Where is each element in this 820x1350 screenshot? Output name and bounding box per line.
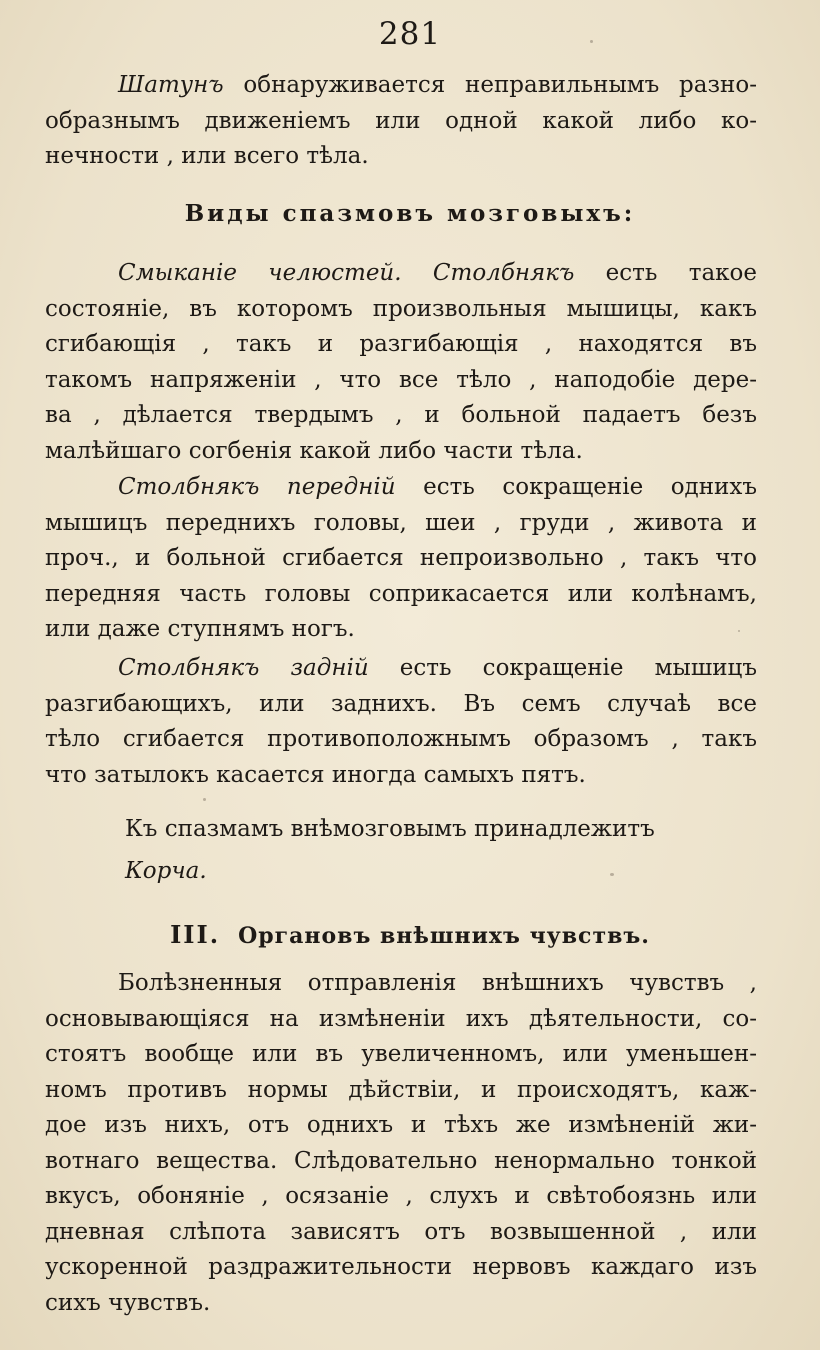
paragraph-stolbnyak-zadniy xyxy=(45,651,757,793)
italic-term: Столбнякъ xyxy=(432,260,575,286)
paragraph-stolbnyak xyxy=(45,256,757,469)
text-line: разгибающихъ, или заднихъ. Въ семъ случаѣ все xyxy=(45,690,757,717)
section-heading: Виды спазмовъ мозговыхъ: xyxy=(184,200,636,227)
text-line: дое изъ нихъ, отъ однихъ и тѣхъ же измѣненій жи- xyxy=(45,1112,757,1138)
text-line: вкусъ, обоняніе , осязаніе , слухъ и свѣтобоязнь или xyxy=(45,1183,757,1209)
text-line: стоятъ вообще или въ увеличенномъ, или уменьшен- xyxy=(45,1041,757,1067)
paragraph-shatun xyxy=(45,68,757,175)
section-title: Органовъ внѣшнихъ чувствъ. xyxy=(238,923,650,949)
paper-speck xyxy=(738,630,740,632)
paper-speck xyxy=(203,798,206,801)
paper-speck xyxy=(610,873,614,876)
text-line: образнымъ движеніемъ или одной какой либо ко- xyxy=(45,107,757,134)
text-line: сихъ чувствъ. xyxy=(45,1289,211,1316)
paragraph-stolbnyak-peredniy xyxy=(45,470,757,648)
text-line: нечности , или всего тѣла. xyxy=(45,143,369,169)
text-line: дневная слѣпота зависятъ отъ возвышенной , или xyxy=(45,1218,757,1245)
text-line: номъ противъ нормы дѣйствіи, и происходятъ, каж- xyxy=(45,1076,757,1103)
text-line: передняя часть головы соприкасается или колѣнамъ, xyxy=(45,580,757,607)
italic-term: Шатунъ xyxy=(118,72,224,98)
italic-term: Столбнякъ передній xyxy=(118,474,396,500)
text-line: Смыканіе челюстей. Столбнякъ есть такое xyxy=(118,260,758,286)
text-line: ва , дѣлается твердымъ , и больной падаетъ безъ xyxy=(45,402,757,428)
text-line: проч., и больной сгибается непроизвольно , такъ что xyxy=(45,545,757,571)
text-line: малѣйшаго согбенія какой либо части тѣла. xyxy=(45,437,583,464)
text-line: Шатунъ обнаруживается неправильнымъ разно- xyxy=(118,72,757,98)
italic-term: Корча. xyxy=(125,858,207,884)
text-line: ускоренной раздражительности нервовъ каждаго изъ xyxy=(45,1254,757,1280)
text-line: мышицъ переднихъ головы, шеи , груди , живота и xyxy=(45,509,757,536)
text-line: тѣло сгибается противоположнымъ образомъ , такъ xyxy=(45,726,757,752)
text-line: Болѣзненныя отправленія внѣшнихъ чувствъ , xyxy=(118,970,757,996)
text-line: Столбнякъ передній есть сокращеніе однихъ xyxy=(118,474,757,500)
text-line: Столбнякъ задній есть сокращеніе мышицъ xyxy=(118,655,757,681)
text-line: такомъ напряженіи , что все тѣло , наподобіе дере- xyxy=(45,366,757,393)
text-line: вотнаго вещества. Слѣдовательно ненормально тонкой xyxy=(45,1147,757,1174)
text-line: Къ спазмамъ внѣмозговымъ принадлежитъ xyxy=(125,816,655,842)
section-heading-senses xyxy=(0,920,820,949)
page-number: 281 xyxy=(378,16,442,52)
italic-term: Столбнякъ задній xyxy=(118,655,369,681)
paragraph-korcha xyxy=(125,808,685,892)
text-line: сгибающія , такъ и разгибающія , находятся въ xyxy=(45,331,757,357)
section-number: III. xyxy=(170,920,221,949)
italic-term: Смыканіе челюстей. xyxy=(118,260,402,286)
text-line: основывающіяся на измѣненіи ихъ дѣятельности, со- xyxy=(45,1005,757,1032)
text-line: состояніе, въ которомъ произвольныя мышицы, какъ xyxy=(45,295,757,322)
paragraph-senses xyxy=(45,966,757,1321)
text-line xyxy=(125,850,685,892)
text-line: что затылокъ касается иногда самыхъ пятъ. xyxy=(45,761,586,788)
paper-speck xyxy=(590,40,593,43)
text-line: или даже ступнямъ ногъ. xyxy=(45,616,355,642)
